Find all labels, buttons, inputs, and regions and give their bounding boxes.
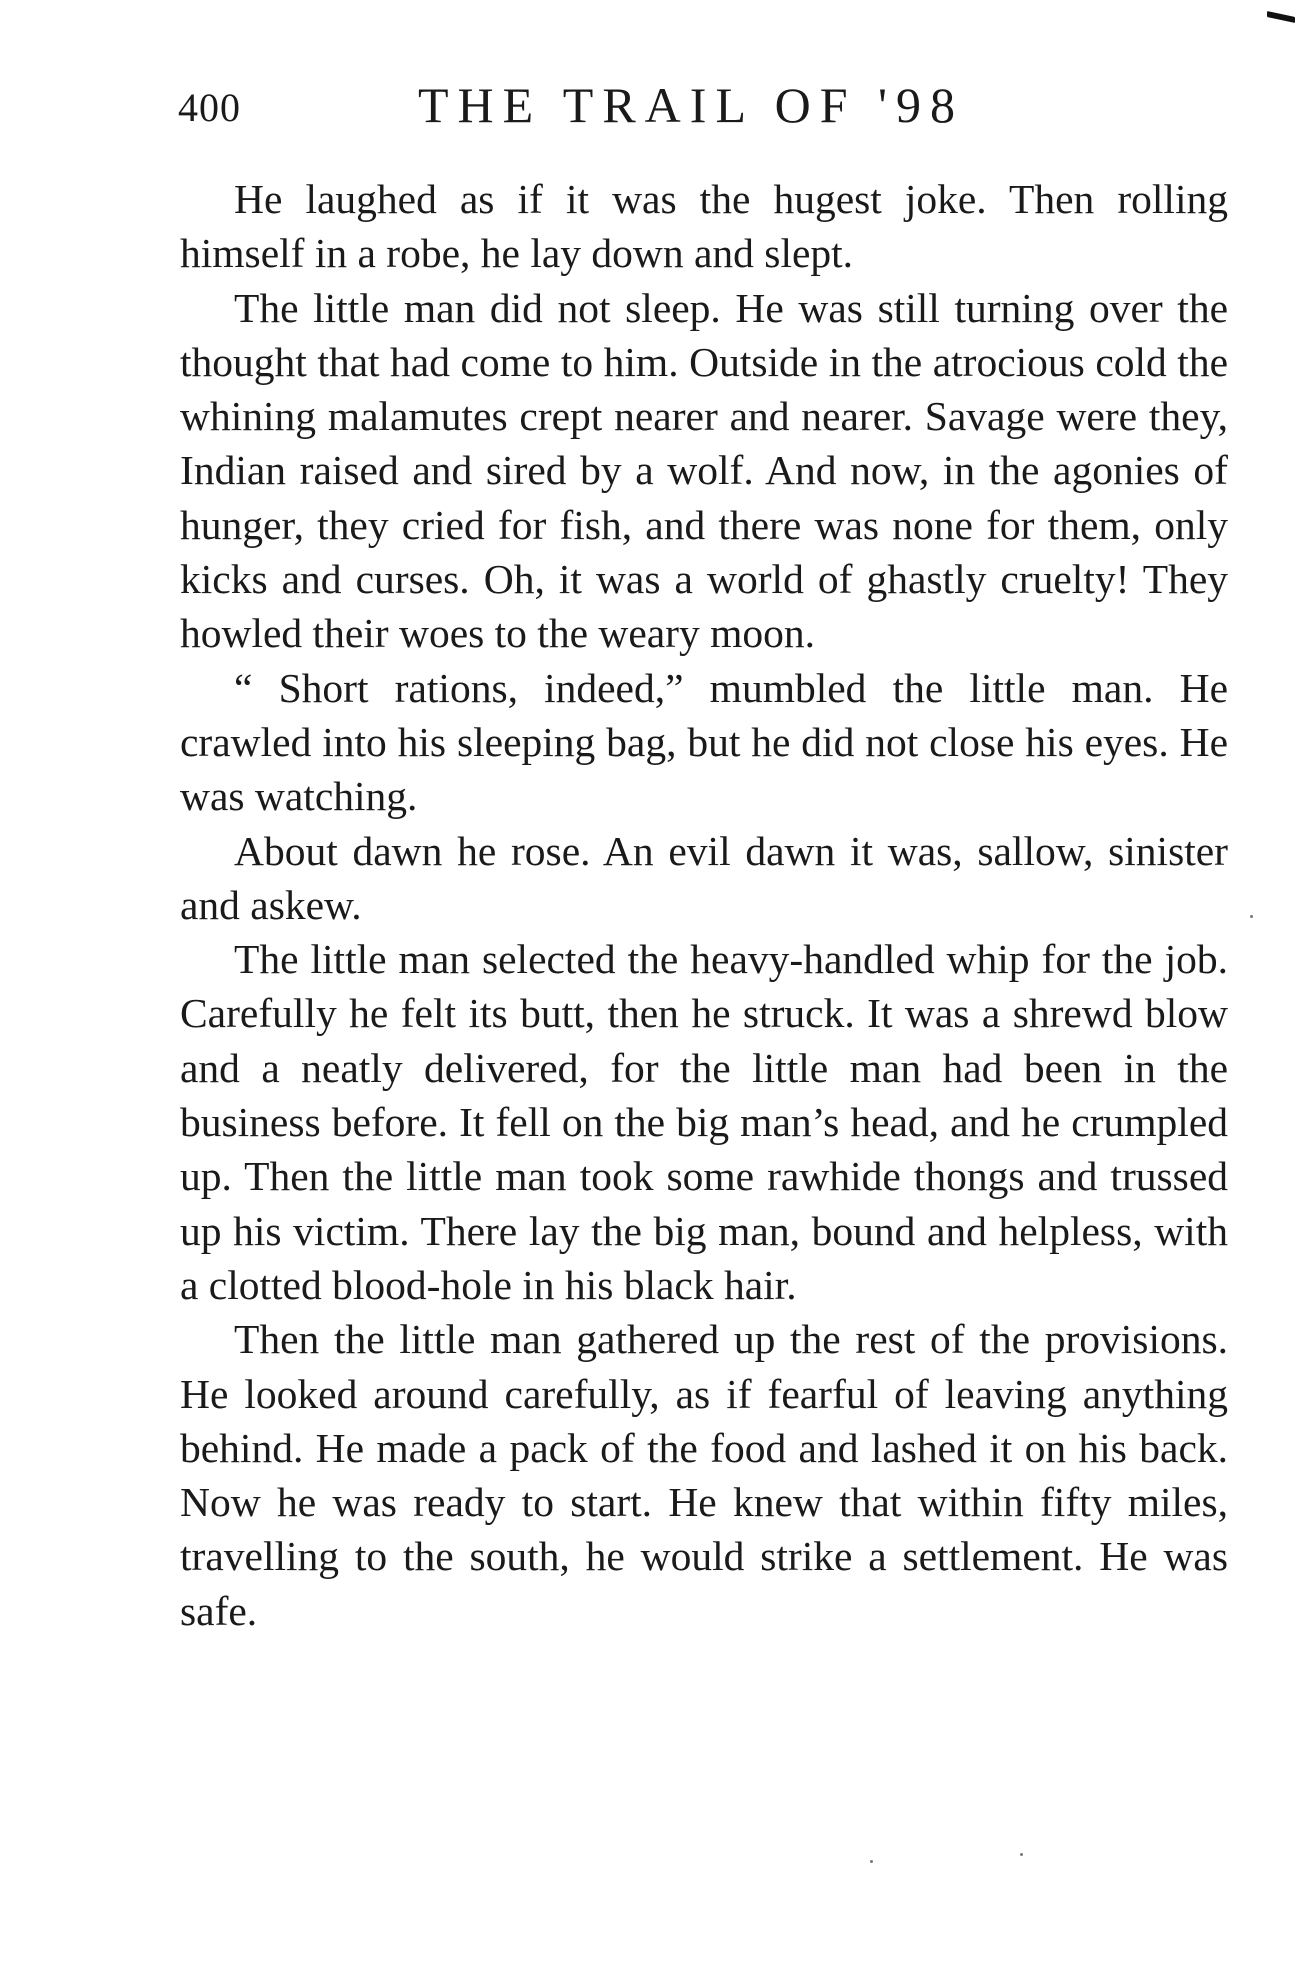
page-header [178, 76, 1228, 136]
page-number: 400 [178, 85, 241, 130]
paragraph-3: “ Short rations, indeed,” mumbled the little man. He crawled into his sleeping bag, but he did not close his eyes. He was watching. [180, 664, 1228, 820]
paper-speck [1250, 915, 1253, 918]
running-title: THE TRAIL OF '98 [418, 77, 965, 133]
paragraph-1: He laughed as if it was the hugest joke. Then rolling himself in a robe, he lay down and slept. [180, 176, 1228, 277]
paper-speck [1020, 1853, 1023, 1856]
paragraph-6: Then the little man gathered up the rest of the provisions. He looked around carefully, as if fearful of leaving anything behind. He made a pack of the food and lashed it on his back. Now he was ready to start. He knew that within fifty miles, travelling to the south, he would strike a settlement. He was safe. [180, 1316, 1228, 1634]
paragraph-5: The little man selected the heavy-handled whip for the job. Carefully he felt its butt, then he struck. It was a shrewd blow and a neatly delivered, for the little man had been in the business before. It fell on the big man’s head, and he crumpled up. Then the little man took some rawhide thongs and trussed up his victim. There lay the big man, bound and helpless, with a clotted blood-hole in his black hair. [180, 936, 1228, 1308]
corner-mark [1267, 11, 1295, 23]
paper-speck [870, 1860, 873, 1863]
paragraph-2: The little man did not sleep. He was still turning over the thought that had come to him. Outside in the atrocious cold the whining malamutes crept nearer and nearer. Savage were they, Indian raised and sired by a wolf. And now, in the agonies of hunger, they cried for fish, and there was none for them, only kicks and curses. Oh, it was a world of ghastly cruelty! They howled their woes to the weary moon. [180, 284, 1228, 657]
body-text [180, 172, 1228, 1638]
paragraph-4: About dawn he rose. An evil dawn it was, sallow, sinister and askew. [180, 827, 1228, 928]
